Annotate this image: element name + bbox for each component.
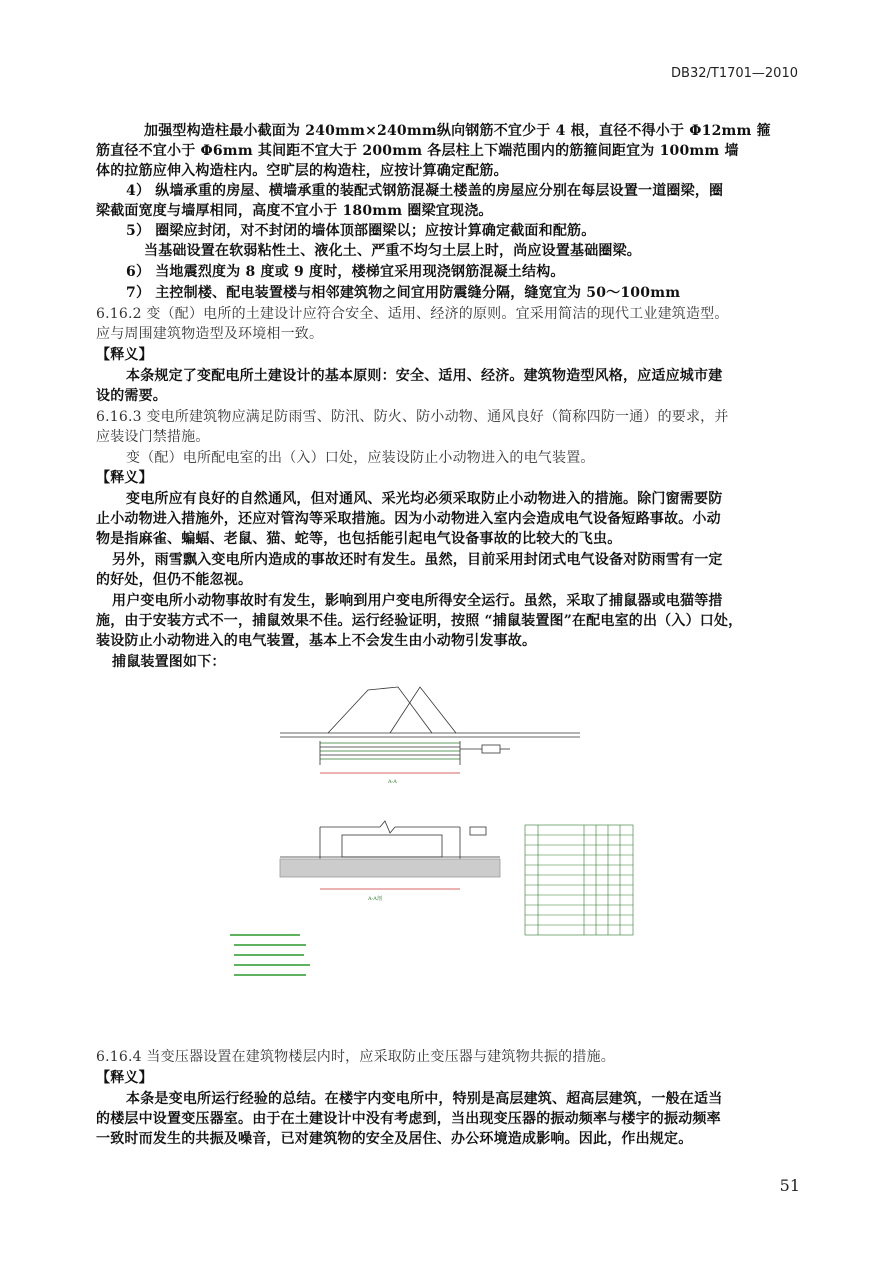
text-line: 体的拉筋应伸入构造柱内。空旷层的构造柱，应按计算确定配筋。	[96, 163, 508, 179]
clause-6-16-2: 6.16.2 变（配）电所的土建设计应符合安全、适用、经济的原则。宜采用简洁的现代工业建筑造型。	[96, 306, 729, 322]
text-line: 另外，雨雪飘入变电所内造成的事故还时有发生。虽然，目前采用封闭式电气设备对防雨雪有一定	[112, 552, 723, 568]
text-line: 筋直径不宜小于 Φ6mm 其间距不宜大于 200mm 各层柱上下端范围内的筋箍间距宜为 100mm 墙	[96, 143, 739, 159]
text-line: 用户变电所小动物事故时有发生，影响到用户变电所得安全运行。虽然，采取了捕鼠器或电猫等措	[112, 593, 723, 609]
mousetrap-device-drawing	[220, 685, 640, 985]
legend-table	[525, 825, 633, 935]
svg-text:A-A: A-A	[388, 779, 397, 785]
text-line: 本条是变电所运行经验的总结。在楼宇内变电所中，特别是高层建筑、超高层建筑，一般在适当	[126, 1091, 723, 1107]
clause-6-16-3: 6.16.3 变电所建筑物应满足防雨雪、防汛、防火、防小动物、通风良好（简称四防一通）的要求，并	[96, 409, 729, 425]
text-line: 本条规定了变配电所土建设计的基本原则：安全、适用、经济。建筑物造型风格，应适应城市建	[126, 368, 723, 384]
text-line: 梁截面宽度与墙厚相同，高度不宜小于 180mm 圈梁宜现浇。	[96, 203, 493, 219]
drawing-notes	[230, 935, 310, 975]
text-line: 5） 圈梁应封闭，对不封闭的墙体顶部圈梁以；应按计算确定截面和配筋。	[126, 223, 596, 239]
text-line: 物是指麻雀、蝙蝠、老鼠、猫、蛇等，也包括能引起电气设备事故的比较大的飞虫。	[96, 531, 622, 547]
interpretation-heading: 【释义】	[96, 1070, 153, 1086]
page-number: 51	[779, 1176, 800, 1195]
text-line: 一致时而发生的共振及噪音，已对建筑物的安全及居住、办公环境造成影响。因此，作出规定。	[96, 1131, 693, 1147]
text-line: 变（配）电所配电室的出（入）口处，应装设防止小动物进入的电气装置。	[126, 450, 595, 466]
text-line: 设的需要。	[96, 388, 167, 404]
interpretation-heading: 【释义】	[96, 470, 153, 486]
clause-6-16-4: 6.16.4 当变压器设置在建筑物楼层内时，应采取防止变压器与建筑物共振的措施。	[96, 1049, 615, 1065]
text-line: 变电所应有良好的自然通风，但对通风、采光均必须采取防止小动物进入的措施。除门窗需要防	[126, 491, 723, 507]
text-line: 的好处，但仍不能忽视。	[96, 572, 253, 588]
text-line: 止小动物进入措施外，还应对管沟等采取措施。因为小动物进入室内会造成电气设备短路事故。小动	[96, 511, 721, 527]
text-line: 装设防止小动物进入的电气装置，基本上不会发生由小动物引发事故。	[96, 633, 537, 649]
text-line: 加强型构造柱最小截面为 240mm×240mm纵向钢筋不宜少于 4 根，直径不得小于 Φ12mm 箍	[144, 123, 771, 139]
text-line: 应装设门禁措施。	[96, 429, 210, 445]
text-line: 的楼层中设置变压器室。由于在土建设计中没有考虑到，当出现变压器的振动频率与楼宇的振动频率	[96, 1111, 721, 1127]
section-label: A-A剖	[368, 896, 382, 902]
text-line: 7） 主控制楼、配电装置楼与相邻建筑物之间宜用防震缝分隔，缝宽宜为 50～100mm	[126, 285, 681, 301]
section-view	[280, 821, 500, 902]
text-line: 当基础设置在软弱粘性土、液化土、严重不均匀土层上时，尚应设置基础圈梁。	[144, 243, 641, 259]
text-line: 应与周围建筑物造型及环境相一致。	[96, 326, 324, 342]
interpretation-heading: 【释义】	[96, 347, 153, 363]
text-line: 4） 纵墙承重的房屋、横墙承重的装配式钢筋混凝土楼盖的房屋应分别在每层设置一道圈梁，圈	[126, 183, 724, 199]
figure-intro: 捕鼠装置图如下：	[112, 654, 226, 670]
text-line: 施，由于安装方式不一，捕鼠效果不佳。运行经验证明，按照 “捕鼠装置图”在配电室的出（入）口处，	[96, 613, 743, 629]
text-line: 6） 当地震烈度为 8 度或 9 度时，楼梯宜采用现浇钢筋混凝土结构。	[126, 264, 565, 280]
top-view	[280, 687, 580, 785]
document-code: DB32/T1701—2010	[671, 66, 798, 81]
